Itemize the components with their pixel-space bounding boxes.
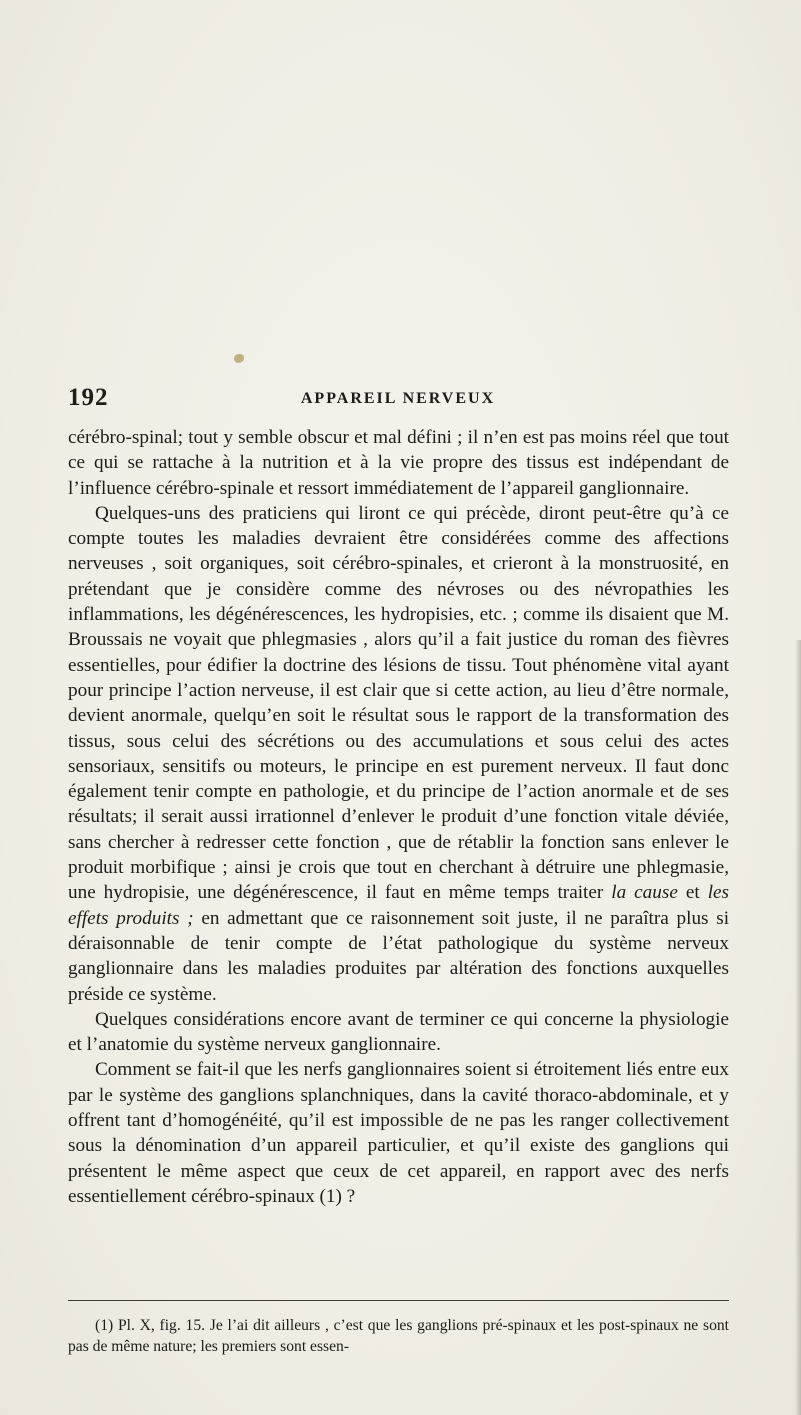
- paragraph-2-text: Quelques-uns des praticiens qui liront ce qui précède, diront peut-être qu’à ce compte toutes les maladies devraient être considérées comme des affections nerveuses , soit organiques, soit cérébro-spinales, et crieront à la monstruosité, en prétendant que je considère comme des névroses ou des névropathies les inflammations, les dégénérescences, les hydropisies, etc. ; comme ils disaient que M. Broussais ne voyait que phlegmasies , alors qu’il a fait justice du roman des fièvres essentielles, pour édifier la doctrine des lésions de tissu. Tout phénomène vital ayant pour principe l’action nerveuse, il est clair que si cette action, au lieu d’être normale, devient anormale, quelqu’en soit le résultat sous le rapport de la transformation des tissus, sous celui des sécrétions ou des accumulations et sous celui des actes sensoriaux, sensitifs ou moteurs, le principe en est purement nerveux. Il faut donc également tenir compte en pathologie, et du principe de l’action anormale et de ses résultats; il serait aussi irrationnel d’enlever le produit d’une fonction vitale déviée, sans chercher à redresser cette fonction , que de rétablir la fonction sans enlever le produit morbifique ; ainsi je crois que tout en cherchant à détruire une phlegmasie, une hydropisie, une dégénérescence, il faut en même temps traiter: [68, 502, 729, 904]
- footnote-rule: [68, 1300, 729, 1301]
- paragraph-2: [68, 501, 729, 1007]
- paragraph-1: cérébro-spinal; tout y semble obscur et mal défini ; il n’en est pas moins réel que tout ce qui se rattache à la nutrition et à la vie propre des tissus est indépendant de l’influence cérébro-spinale et ressort immédiatement de l’appareil ganglionnaire.: [68, 427, 729, 499]
- emphasis-effets-produits: les effets produits ;: [68, 882, 730, 929]
- page-number: 192: [68, 384, 109, 411]
- paragraph-2-tail: en admettant que ce raisonnement soit juste, il ne paraîtra plus si déraisonnable de tenir compte de l’état pathologique du système nerveux ganglionnaire dans les maladies produites par altération des fonctions auxquelles préside ce système.: [68, 907, 730, 1005]
- page-edge-shadow: [795, 640, 801, 1415]
- footnote: (1) Pl. X, fig. 15. Je l’ai dit ailleurs , c’est que les ganglions pré-spinaux et les post-spinaux ne sont pas de même nature; les premiers sont essen-: [68, 1317, 729, 1355]
- page-header: [68, 384, 728, 416]
- paragraph-2-conjunction: et: [685, 882, 700, 904]
- ink-smudge: [234, 354, 244, 363]
- emphasis-la-cause: la cause: [611, 882, 678, 904]
- body-text: [68, 425, 729, 1209]
- running-head: APPAREIL NERVEUX: [300, 390, 496, 407]
- paragraph-3: Quelques considérations encore avant de terminer ce qui concerne la physiologie et l’anatomie du système nerveux ganglionnaire.: [68, 1008, 729, 1056]
- paragraph-4: Comment se fait-il que les nerfs ganglionnaires soient si étroitement liés entre eux par le système des ganglions splanchniques, dans la cavité thoraco-abdominale, et y offrent tant d’homogénéité, qu’il est impossible de ne pas les ranger collectivement sous la dénomination d’un appareil particulier, et qu’il existe des ganglions qui présentent le même aspect que ceux de cet appareil, en rapport avec des nerfs essentiellement cérébro-spinaux (1) ?: [68, 1059, 729, 1207]
